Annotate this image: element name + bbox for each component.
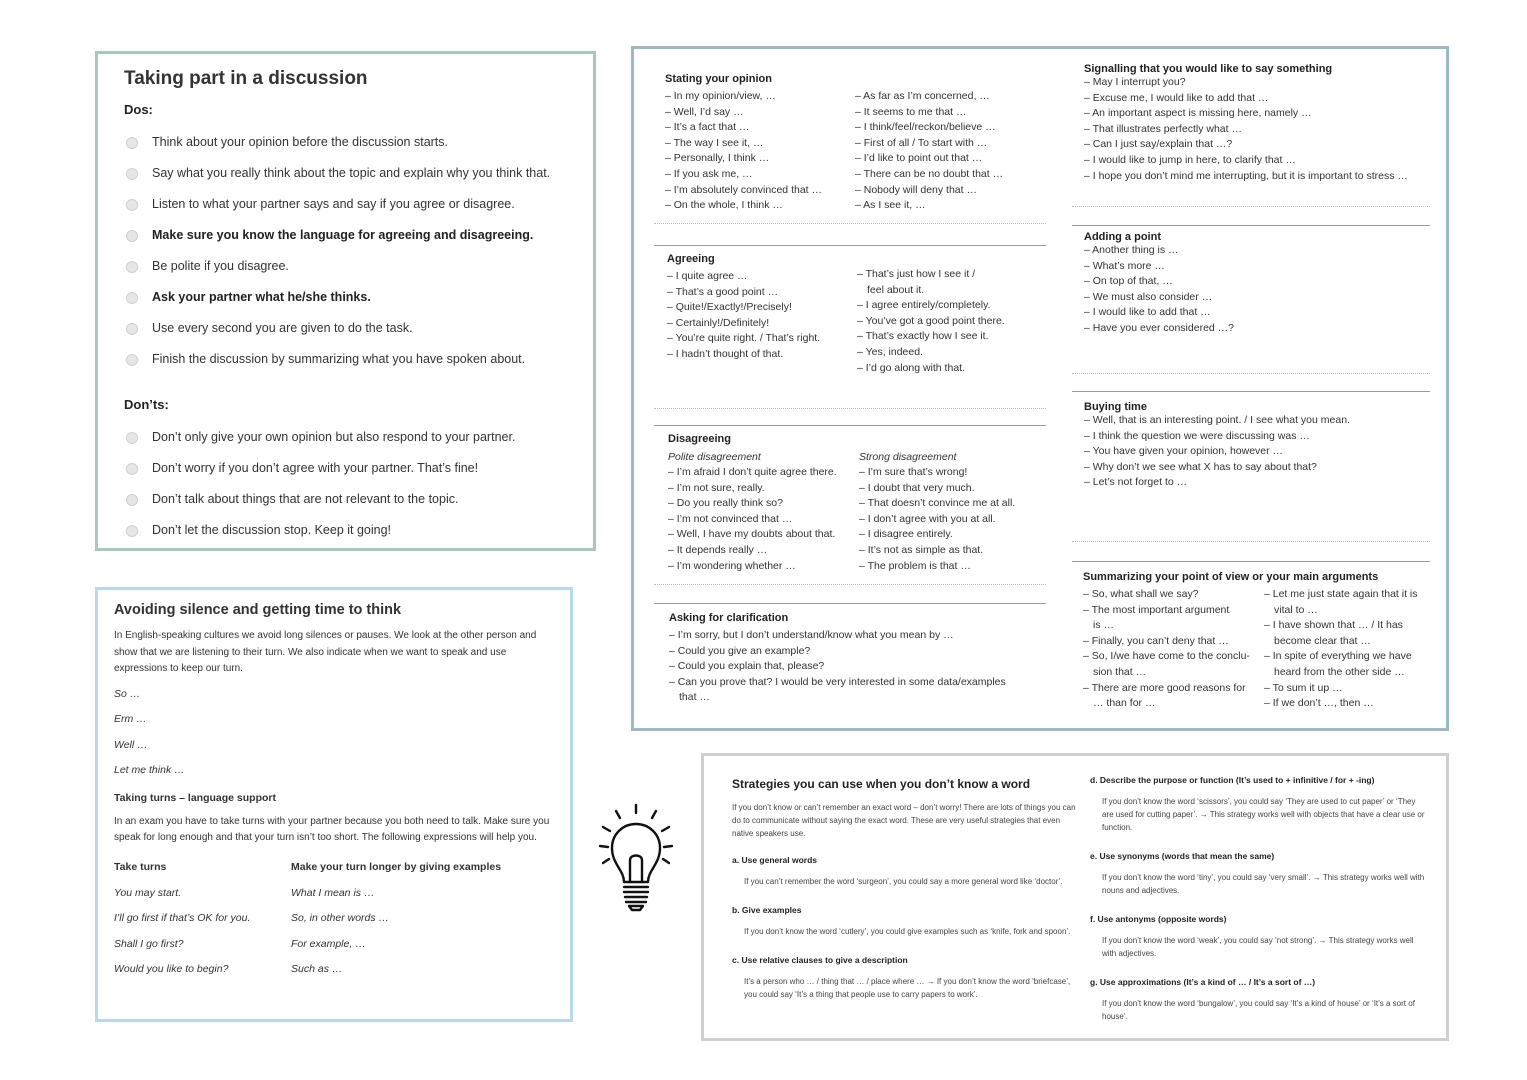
divider bbox=[654, 603, 1046, 604]
dos-item bbox=[124, 158, 567, 189]
phrase-line: – That doesn’t convince me at all. bbox=[859, 497, 1016, 510]
phrase-line: – I don’t agree with you at all. bbox=[859, 512, 996, 525]
phrase-line: – I’m absolutely convinced that … bbox=[665, 183, 822, 196]
strategy-b-heading: b. Give examples bbox=[732, 905, 802, 915]
strategy-a-heading: a. Use general words bbox=[732, 855, 818, 865]
filler-expression: Well … bbox=[114, 738, 148, 751]
phrase-line: – Why don’t we see what X has to say about that? bbox=[1084, 460, 1317, 473]
agreeing-col-2 bbox=[857, 267, 1005, 376]
phrase-line: – You have given your opinion, however … bbox=[1084, 445, 1284, 458]
signalling-heading: Signalling that you would like to say something bbox=[1084, 63, 1333, 75]
silence-panel bbox=[95, 587, 573, 1022]
signalling-block bbox=[1084, 63, 1408, 184]
bullet-icon bbox=[126, 432, 138, 444]
strategies-panel bbox=[701, 753, 1449, 1041]
strategy-d-text: If you don’t know the word ‘scissors’, you could say ‘They are used to cut paper’ or ‘They are used for cutting paper’. → This strategy works well with objects that have a clear use or function. bbox=[1102, 797, 1425, 832]
strong-heading: Strong disagreement bbox=[859, 451, 957, 463]
take-turns-expression: Shall I go first? bbox=[114, 937, 184, 950]
turns-heading: Taking turns – language support bbox=[114, 791, 276, 804]
phrase-line: … than for … bbox=[1093, 697, 1156, 710]
phrase-line: – Certainly!/Definitely! bbox=[667, 316, 770, 329]
donts-item bbox=[124, 484, 567, 515]
longer-turn-expression: What I mean is … bbox=[291, 886, 375, 899]
phrase-line: – First of all / To start with … bbox=[855, 136, 988, 149]
discussion-title: Taking part in a discussion bbox=[124, 68, 368, 89]
phrase-line: – If we don’t …, then … bbox=[1264, 697, 1374, 710]
dos-item-text: Make sure you know the language for agreeing and disagreeing. bbox=[152, 228, 534, 242]
dos-item bbox=[124, 220, 567, 251]
phrase-line: – On top of that, … bbox=[1084, 275, 1173, 288]
phrase-line: – I’m sure that’s wrong! bbox=[859, 466, 968, 478]
phrase-line: – In spite of everything we have bbox=[1264, 650, 1412, 663]
phrase-line: – I would like to jump in here, to clarify that … bbox=[1084, 153, 1296, 166]
phrase-line: – Do you really think so? bbox=[668, 497, 783, 510]
phrase-line: feel about it. bbox=[867, 283, 925, 296]
phrase-line: – I’d like to point out that … bbox=[855, 152, 983, 165]
strategies-left-column bbox=[732, 778, 1077, 1001]
phrase-line: – To sum it up … bbox=[1264, 681, 1343, 694]
phrases-panel bbox=[631, 46, 1449, 731]
agreeing-block bbox=[667, 253, 1005, 376]
silence-intro: In English-speaking cultures we avoid long silences or pauses. We look at the other person and show that we are listening to their turn. We also indicate when we want to speak and use expressions to keep our turn. bbox=[114, 630, 537, 674]
opinion-col-1 bbox=[665, 89, 855, 214]
bullet-icon bbox=[126, 494, 138, 506]
agreeing-col-1 bbox=[667, 269, 857, 376]
clarification-block bbox=[669, 612, 1006, 706]
phrase-line: – Well, that is an interesting point. / I see what you mean. bbox=[1084, 414, 1350, 426]
take-turns-column bbox=[114, 861, 291, 983]
longer-turn-heading: Make your turn longer by giving examples bbox=[291, 860, 502, 873]
turns-text: In an exam you have to take turns with your partner because you both need to talk. Make sure you speak for long enough and that your turn isn’t too short. The following expressions will help you. bbox=[114, 815, 550, 843]
phrase-line: – I’m afraid I don’t quite agree there. bbox=[668, 466, 837, 478]
buying-time-lines bbox=[1084, 413, 1350, 491]
donts-item bbox=[124, 422, 567, 453]
strategy-e-heading: e. Use synonyms (words that mean the same) bbox=[1090, 851, 1275, 861]
phrase-line: – That’s just how I see it / bbox=[857, 268, 976, 280]
strategy-e-text: If you don’t know the word ‘tiny’, you could say ‘very small’. → This strategy works well with nouns and adjectives. bbox=[1102, 873, 1425, 895]
strategy-f-heading: f. Use antonyms (opposite words) bbox=[1090, 914, 1227, 924]
phrase-line: – As I see it, … bbox=[855, 199, 926, 212]
strategy-c-text: It’s a person who … / thing that … / place where … → If you don’t know the word ‘briefcase’, you could say ‘It’s a thing that people use to carry papers to work’. bbox=[744, 977, 1071, 999]
dos-item-text: Listen to what your partner says and say if you agree or disagree. bbox=[152, 197, 515, 211]
polite-heading: Polite disagreement bbox=[668, 451, 761, 463]
opinion-heading: Stating your opinion bbox=[665, 73, 772, 85]
phrase-line: – That’s exactly how I see it. bbox=[857, 330, 989, 343]
discussion-panel bbox=[95, 51, 596, 551]
phrase-line: – I quite agree … bbox=[667, 270, 748, 282]
phrase-line: – I think/feel/reckon/believe … bbox=[855, 121, 996, 134]
divider-dots bbox=[654, 209, 1046, 224]
dos-item-text: Say what you really think about the topic and explain why you think that. bbox=[152, 166, 551, 180]
bullet-icon bbox=[126, 137, 138, 149]
dos-item-text: Use every second you are given to do the task. bbox=[152, 321, 413, 335]
strategies-right-column bbox=[1090, 774, 1428, 1023]
donts-item-text: Don’t talk about things that are not relevant to the topic. bbox=[152, 492, 459, 506]
phrase-line: – That’s a good point … bbox=[667, 285, 779, 298]
dos-item-text: Ask your partner what he/she thinks. bbox=[152, 290, 371, 304]
phrase-line: is … bbox=[1093, 619, 1114, 632]
dos-item bbox=[124, 313, 567, 344]
dos-item-text: Be polite if you disagree. bbox=[152, 259, 289, 273]
strong-disagreement-col bbox=[859, 449, 1015, 574]
summarizing-col-1 bbox=[1083, 587, 1264, 712]
filler-expression: So … bbox=[114, 687, 141, 700]
bullet-icon bbox=[126, 292, 138, 304]
phrase-line: – What’s more … bbox=[1084, 259, 1165, 272]
longer-turn-expression: Such as … bbox=[291, 963, 343, 975]
donts-item-text: Don’t worry if you don’t agree with your partner. That’s fine! bbox=[152, 461, 479, 475]
phrase-line: – The problem is that … bbox=[859, 559, 971, 572]
dos-item bbox=[124, 282, 567, 313]
phrase-line: – Nobody will deny that … bbox=[855, 183, 977, 196]
phrase-line: – May I interrupt you? bbox=[1084, 76, 1186, 88]
phrase-line: – So, I/we have come to the conclu- bbox=[1083, 650, 1250, 663]
buying-time-block bbox=[1084, 401, 1350, 491]
phrase-line: – I would like to add that … bbox=[1084, 306, 1211, 319]
clarification-lines bbox=[669, 628, 1006, 706]
bullet-icon bbox=[126, 199, 138, 211]
phrase-line: sion that … bbox=[1093, 665, 1147, 678]
phrase-line: – There can be no doubt that … bbox=[855, 167, 1004, 180]
phrase-line: – If you ask me, … bbox=[665, 167, 753, 180]
longer-turn-expression: For example, … bbox=[291, 937, 366, 950]
longer-turn-column bbox=[291, 861, 554, 983]
opinion-block bbox=[665, 73, 1003, 214]
divider-dots bbox=[1072, 527, 1430, 542]
phrase-line: – I hope you don’t mind me interrupting, but it is important to stress … bbox=[1084, 169, 1408, 182]
disagreeing-block bbox=[668, 433, 1015, 574]
phrase-line: – I think the question we were discussing was … bbox=[1084, 429, 1310, 442]
summarizing-heading: Summarizing your point of view or your main arguments bbox=[1083, 571, 1379, 583]
divider bbox=[654, 245, 1046, 246]
phrase-line: – The way I see it, … bbox=[665, 136, 764, 149]
phrase-line: – You’ve got a good point there. bbox=[857, 314, 1005, 327]
polite-disagreement-col bbox=[668, 449, 859, 574]
clarification-heading: Asking for clarification bbox=[669, 612, 789, 624]
phrase-line: – I disagree entirely. bbox=[859, 528, 953, 541]
phrase-line: – Could you give an example? bbox=[669, 644, 811, 657]
phrase-line: – I’m not sure, really. bbox=[668, 481, 765, 494]
phrase-line: – It’s not as simple as that. bbox=[859, 543, 984, 556]
signalling-lines bbox=[1084, 75, 1408, 184]
donts-item-text: Don’t only give your own opinion but also respond to your partner. bbox=[152, 430, 516, 444]
divider-dots bbox=[654, 570, 1046, 585]
divider bbox=[1072, 225, 1430, 226]
strategy-b-text: If you don’t know the word ‘cutlery’, you could give examples such as ‘knife, fork and spoon’. bbox=[744, 927, 1071, 936]
phrase-line: – Well, I have my doubts about that. bbox=[668, 528, 836, 541]
take-turns-heading: Take turns bbox=[114, 860, 167, 873]
phrase-line: – Could you explain that, please? bbox=[669, 660, 825, 673]
phrase-line: – Have you ever considered …? bbox=[1084, 321, 1234, 334]
phrase-line: – It seems to me that … bbox=[855, 105, 967, 118]
strategy-c-heading: c. Use relative clauses to give a description bbox=[732, 955, 908, 965]
strategy-a-text: If you can’t remember the word ‘surgeon’, you could say a more general word like ‘doctor’. bbox=[744, 877, 1063, 886]
filler-expression: Let me think … bbox=[114, 764, 185, 776]
phrase-line: – Yes, indeed. bbox=[857, 345, 923, 358]
phrase-line: – Personally, I think … bbox=[665, 152, 770, 165]
phrase-line: – Can I just say/explain that …? bbox=[1084, 138, 1233, 151]
lightbulb-icon bbox=[596, 802, 676, 914]
longer-turn-expression: So, in other words … bbox=[291, 912, 390, 924]
filler-expression: Erm … bbox=[114, 713, 147, 725]
phrase-line: – It’s a fact that … bbox=[665, 121, 750, 134]
divider-dots bbox=[654, 394, 1046, 409]
divider-dots bbox=[1072, 359, 1430, 374]
summarizing-block bbox=[1083, 571, 1418, 712]
phrase-line: – You’re quite right. / That’s right. bbox=[667, 332, 821, 345]
phrase-line: – In my opinion/view, … bbox=[665, 90, 776, 102]
strategy-g-text: If you don’t know the word ‘bungalow’, you could say ‘It’s a kind of house’ or ‘It’s a sort of house’. bbox=[1102, 999, 1415, 1021]
strategies-title: Strategies you can use when you don’t know a word bbox=[732, 777, 1031, 791]
filler-list bbox=[114, 682, 554, 784]
phrase-line: – I doubt that very much. bbox=[859, 481, 975, 494]
dos-item bbox=[124, 344, 567, 375]
divider bbox=[1072, 391, 1430, 392]
phrase-line: – So, what shall we say? bbox=[1083, 588, 1199, 600]
dos-item-text: Think about your opinion before the discussion starts. bbox=[152, 135, 449, 149]
phrase-line: – Let’s not forget to … bbox=[1084, 476, 1188, 489]
phrase-line: – Another thing is … bbox=[1084, 244, 1179, 256]
donts-item bbox=[124, 453, 567, 484]
phrase-line: – Well, I’d say … bbox=[665, 105, 744, 118]
buying-time-heading: Buying time bbox=[1084, 401, 1147, 413]
phrase-line: – I hadn’t thought of that. bbox=[667, 347, 784, 360]
phrase-line: – I’m sorry, but I don’t understand/know what you mean by … bbox=[669, 629, 954, 641]
phrase-line: – Quite!/Exactly!/Precisely! bbox=[667, 301, 792, 314]
phrase-line: – I’m not convinced that … bbox=[668, 512, 793, 525]
adding-lines bbox=[1084, 243, 1234, 337]
strategy-f-text: If you don’t know the word ‘weak’, you could say ‘not strong’. → This strategy works well with adjectives. bbox=[1102, 936, 1414, 958]
dos-item-text: Finish the discussion by summarizing what you have spoken about. bbox=[152, 352, 526, 366]
phrase-line: – The most important argument bbox=[1083, 603, 1230, 616]
phrase-line: – On the whole, I think … bbox=[665, 199, 783, 212]
phrase-line: – As far as I’m concerned, … bbox=[855, 90, 990, 102]
dos-heading: Dos: bbox=[124, 102, 153, 117]
phrase-line: – An important aspect is missing here, namely … bbox=[1084, 107, 1312, 120]
divider bbox=[654, 425, 1046, 426]
phrase-line: – We must also consider … bbox=[1084, 290, 1213, 303]
donts-item-text: Don’t let the discussion stop. Keep it going! bbox=[152, 523, 392, 537]
donts-heading: Don’ts: bbox=[124, 397, 169, 412]
phrase-line: – It depends really … bbox=[668, 543, 768, 556]
phrase-line: become clear that … bbox=[1274, 634, 1371, 647]
phrase-line: – I have shown that … / It has bbox=[1264, 619, 1403, 632]
phrase-line: vital to … bbox=[1274, 603, 1318, 616]
bullet-icon bbox=[126, 323, 138, 335]
take-turns-expression: You may start. bbox=[114, 886, 182, 899]
summarizing-col-2 bbox=[1264, 587, 1418, 712]
phrase-line: – I agree entirely/completely. bbox=[857, 299, 991, 312]
phrase-line: – That illustrates perfectly what … bbox=[1084, 122, 1242, 135]
divider bbox=[1072, 561, 1430, 562]
strategies-intro: If you don’t know or can’t remember an exact word – don’t worry! There are lots of things you can do to communicate without saying the exact word. These are very useful strategies that even native speakers use. bbox=[732, 803, 1076, 838]
phrase-line: that … bbox=[679, 691, 710, 704]
bullet-icon bbox=[126, 168, 138, 180]
phrase-line: – Finally, you can’t deny that … bbox=[1083, 634, 1229, 647]
bullet-icon bbox=[126, 230, 138, 242]
take-turns-expression: I’ll go first if that’s OK for you. bbox=[114, 912, 251, 924]
agreeing-heading: Agreeing bbox=[667, 253, 715, 265]
disagreeing-heading: Disagreeing bbox=[668, 433, 731, 445]
strategy-d-heading: d. Describe the purpose or function (It’s used to + infinitive / for + -ing) bbox=[1090, 775, 1375, 785]
bullet-icon bbox=[126, 525, 138, 537]
phrase-line: – Can you prove that? I would be very interested in some data/examples bbox=[669, 675, 1006, 688]
phrase-line: heard from the other side … bbox=[1274, 665, 1405, 678]
opinion-col-2 bbox=[855, 89, 1003, 214]
strategy-g-heading: g. Use approximations (It’s a kind of … / It’s a sort of …) bbox=[1090, 977, 1316, 987]
bullet-icon bbox=[126, 261, 138, 273]
donts-item bbox=[124, 515, 567, 546]
adding-heading: Adding a point bbox=[1084, 231, 1161, 243]
divider-dots bbox=[1072, 192, 1430, 207]
silence-title: Avoiding silence and getting time to think bbox=[114, 602, 402, 618]
dos-item bbox=[124, 251, 567, 282]
donts-list bbox=[124, 422, 567, 546]
bullet-icon bbox=[126, 354, 138, 366]
phrase-line: – Let me just state again that it is bbox=[1264, 588, 1418, 600]
dos-list bbox=[124, 127, 567, 375]
dos-item bbox=[124, 127, 567, 158]
phrase-line: – Excuse me, I would like to add that … bbox=[1084, 91, 1269, 104]
bullet-icon bbox=[126, 463, 138, 475]
phrase-line: – There are more good reasons for bbox=[1083, 681, 1246, 694]
phrase-line: – I’m wondering whether … bbox=[668, 559, 796, 572]
take-turns-expression: Would you like to begin? bbox=[114, 963, 229, 975]
phrase-line: – I’d go along with that. bbox=[857, 361, 965, 374]
adding-block bbox=[1084, 231, 1234, 337]
dos-item bbox=[124, 189, 567, 220]
